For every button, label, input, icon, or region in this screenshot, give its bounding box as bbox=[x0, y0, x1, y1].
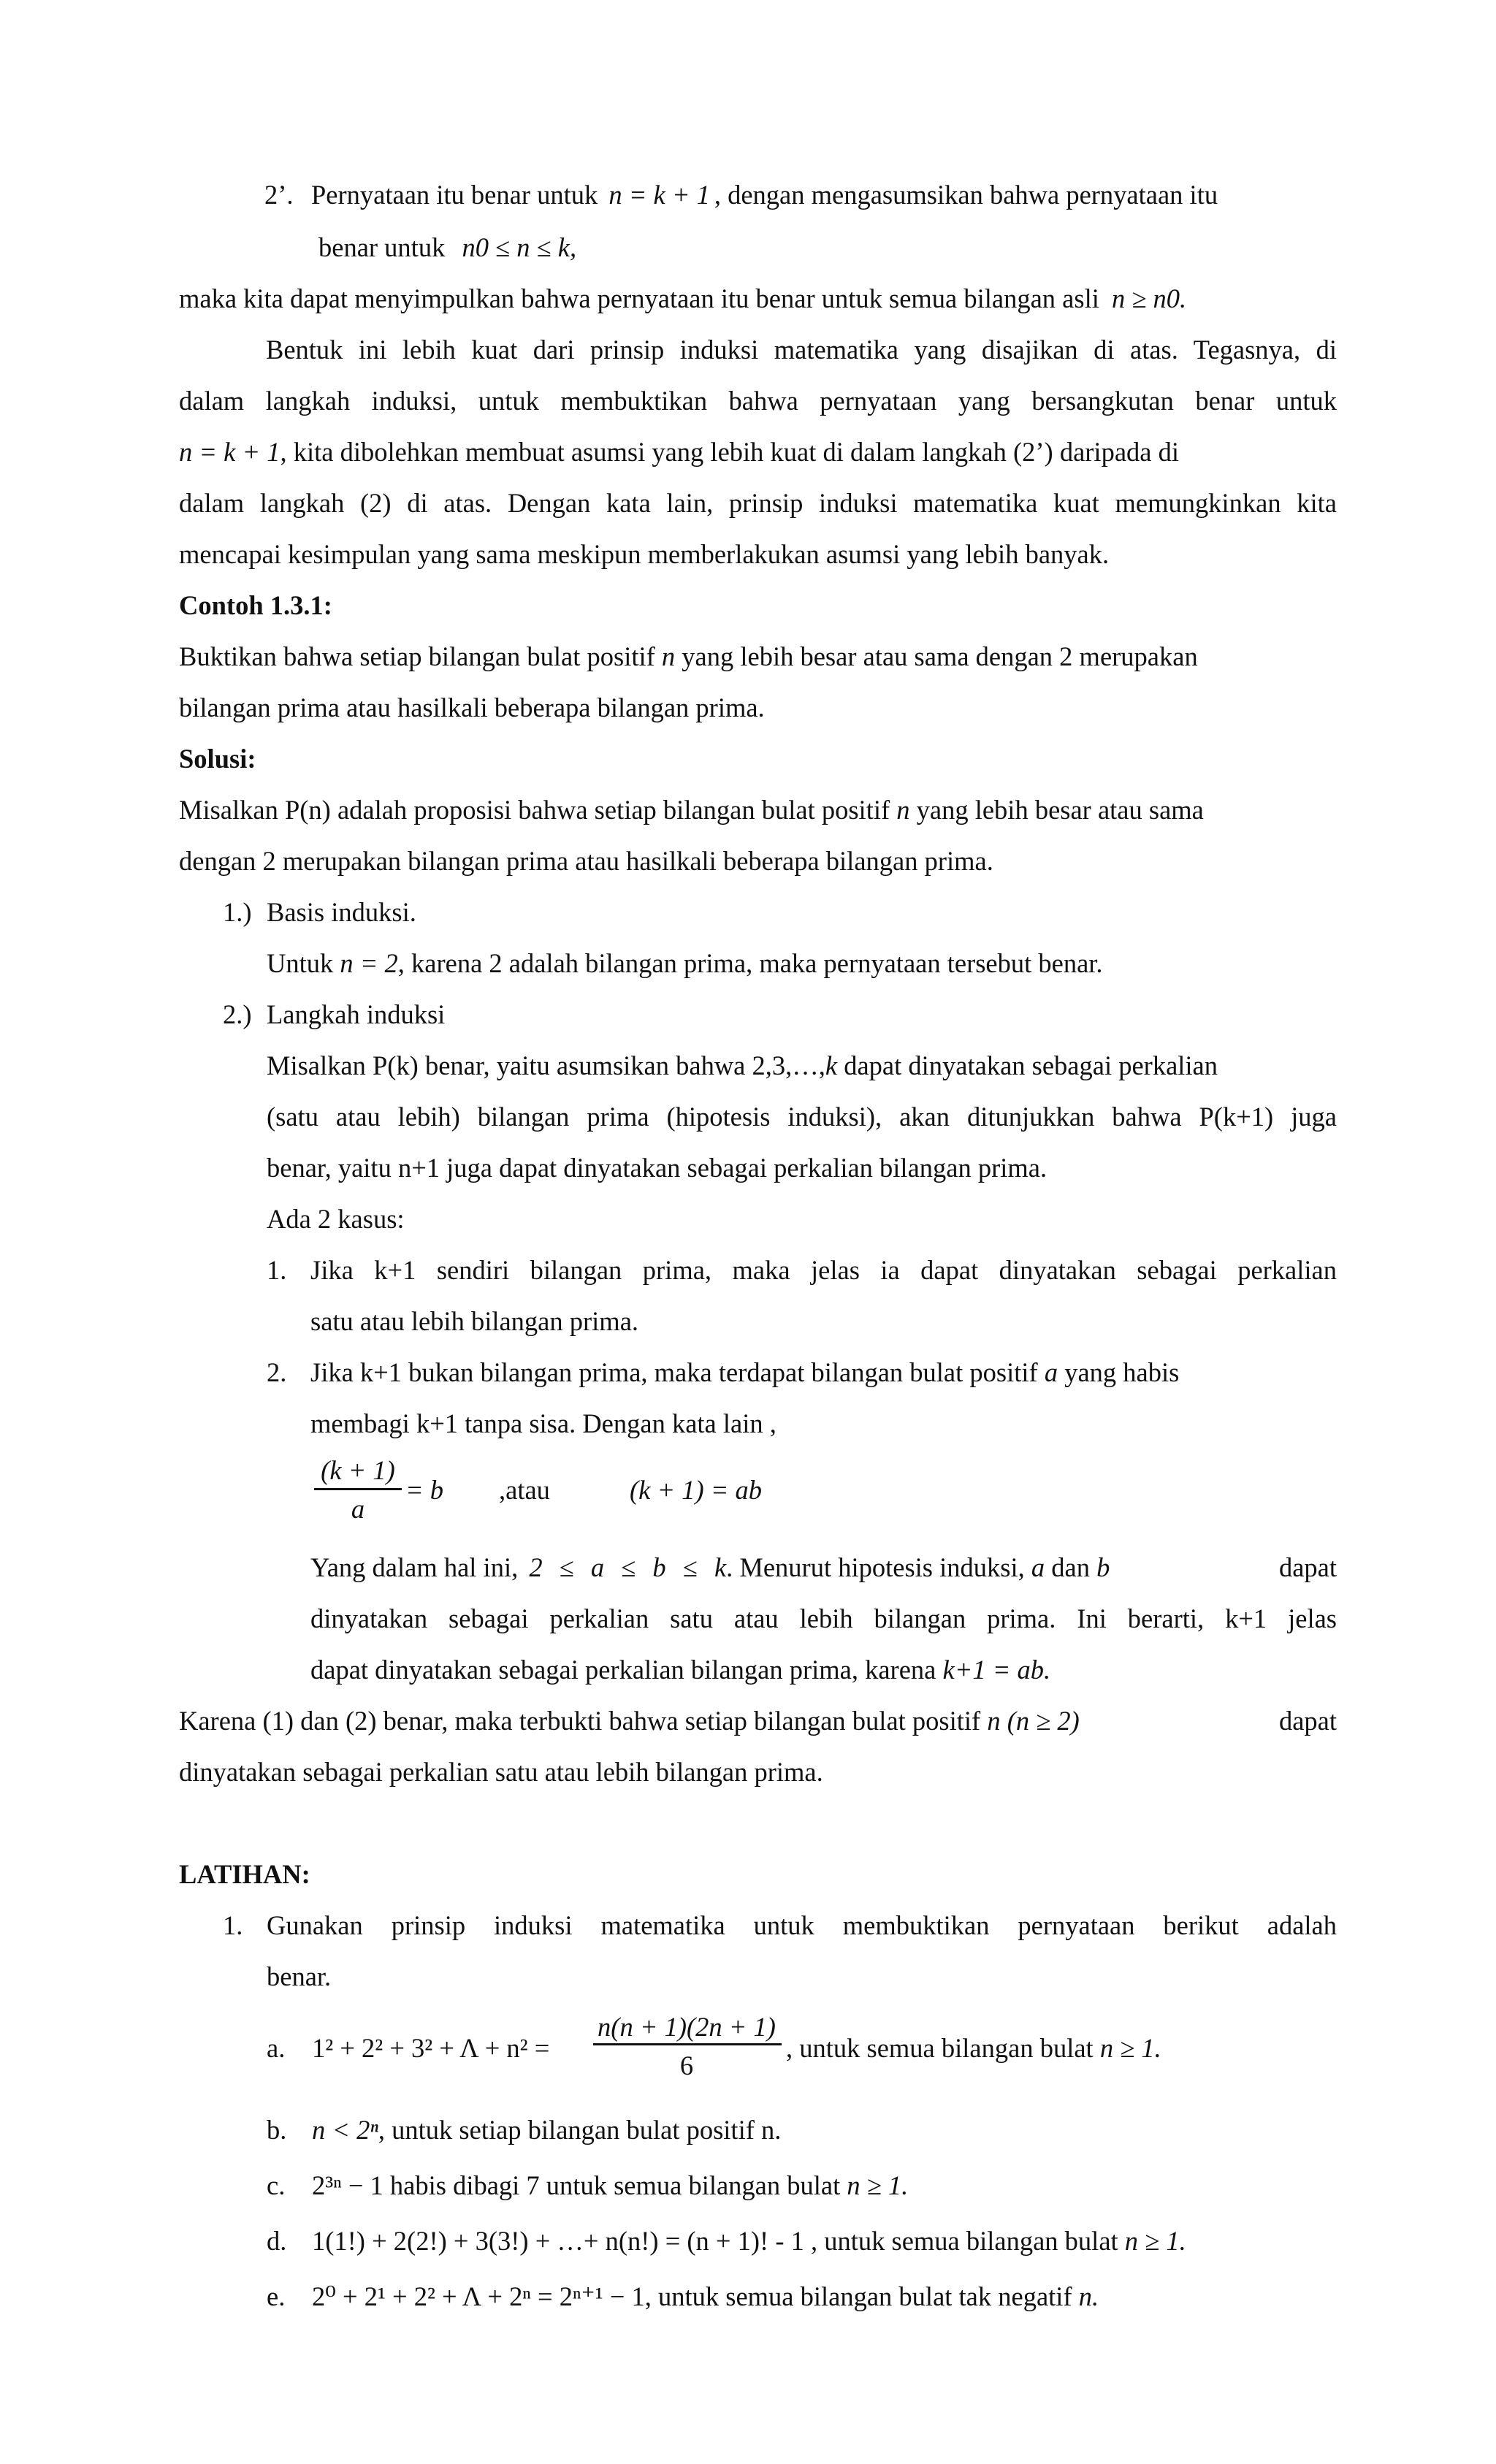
item-a-lhs bbox=[312, 2035, 549, 2062]
basis-label: 1.) bbox=[223, 897, 252, 927]
text: yang lebih besar atau sama bbox=[916, 795, 1204, 825]
para-line-2: dalam langkah induksi, untuk membuktikan bahwa pernyataan yang bersangkutan benar untuk bbox=[179, 386, 1337, 416]
langkah-line-3: benar, yaitu n+1 juga dapat dinyatakan sebagai perkalian bilangan prima. bbox=[267, 1153, 1047, 1183]
para-line-3 bbox=[179, 439, 1337, 466]
para-line-1: Bentuk ini lebih kuat dari prinsip induksi matematika yang disajikan di atas. Tegasnya, di bbox=[266, 335, 1337, 365]
text: 1(1!) + 2(2!) + 3(3!) + …+ n(n!) = (n + 1)! - 1 , untuk semua bilangan bulat bbox=[312, 2226, 1118, 2256]
langkah-title: Langkah induksi bbox=[267, 999, 446, 1029]
langkah-line-2: (satu atau lebih) bilangan prima (hipotesis induksi), akan ditunjukkan bahwa P(k+1) juga bbox=[267, 1102, 1337, 1132]
math-eq-b: = b bbox=[405, 1475, 444, 1505]
para-line-5: mencapai kesimpulan yang sama meskipun memberlakukan asumsi yang lebih banyak. bbox=[179, 539, 1110, 569]
math-a: a bbox=[1044, 1357, 1058, 1387]
item-a-denominator: 6 bbox=[679, 2051, 694, 2080]
item-c-body bbox=[312, 2170, 909, 2200]
math-inequality: 2 ≤ a ≤ b ≤ k bbox=[529, 1552, 727, 1582]
yd-line-1 bbox=[310, 1552, 1337, 1582]
text: dapat bbox=[1278, 1706, 1337, 1736]
eq-fraction-bar bbox=[314, 1488, 402, 1490]
conclusion-line bbox=[179, 283, 1337, 313]
karena-line-2: dinyatakan sebagai perkalian satu atau lebih bilangan prima. bbox=[179, 1757, 823, 1787]
math-n-eq-k1: n = k + 1 bbox=[179, 437, 280, 467]
solusi-line-1 bbox=[179, 797, 1337, 824]
q1-line-1: Gunakan prinsip induksi matematika untuk membuktikan pernyataan berikut adalah bbox=[267, 1910, 1337, 1940]
eq-denominator bbox=[310, 1496, 405, 1523]
text: habis dibagi 7 untuk semua bilangan bulat bbox=[389, 2170, 841, 2200]
q1-label: 1. bbox=[223, 1910, 243, 1940]
math-k1: (k + 1) bbox=[321, 1455, 395, 1485]
step-2prime-label: 2’. bbox=[264, 180, 294, 210]
item-e-label: e. bbox=[267, 2281, 286, 2311]
text: , dengan mengasumsikan bahwa pernyataan itu bbox=[714, 180, 1218, 210]
text: . Menurut hipotesis induksi, bbox=[726, 1552, 1025, 1582]
item-d-body bbox=[312, 2228, 1186, 2255]
math-k: k bbox=[825, 1050, 838, 1080]
item-a-label: a. bbox=[267, 2033, 286, 2063]
text: Yang dalam hal ini, bbox=[310, 1552, 519, 1582]
math-n: n bbox=[661, 641, 676, 671]
text: Jika k+1 bukan bilangan prima, maka terdapat bilangan bulat positif bbox=[310, 1357, 1038, 1387]
text: Buktikan bahwa setiap bilangan bulat positif bbox=[179, 641, 655, 671]
text: yang lebih besar atau sama dengan 2 merupakan bbox=[682, 641, 1198, 671]
math-sum-squares: 1² + 2² + 3² + Λ + n² = bbox=[312, 2033, 550, 2063]
text: dapat dinyatakan sebagai perkalian bilangan prima, karena bbox=[310, 1655, 936, 1685]
eq-second bbox=[630, 1477, 762, 1504]
text: Pernyataan itu benar untuk bbox=[311, 180, 598, 210]
item-b-label: b. bbox=[267, 2115, 287, 2145]
text: benar untuk bbox=[318, 232, 446, 262]
step-2prime-line2 bbox=[318, 234, 576, 262]
solusi-line-2: dengan 2 merupakan bilangan prima atau hasilkali beberapa bilangan prima. bbox=[179, 846, 993, 876]
math-n-lt-2n: n < 2ⁿ bbox=[312, 2115, 378, 2145]
math-b: b bbox=[1096, 1552, 1110, 1582]
text: , kita dibolehkan membuat asumsi yang lebih kuat di dalam langkah (2’) daripada di bbox=[280, 437, 1179, 467]
text: yang habis bbox=[1064, 1357, 1180, 1387]
math-a: a bbox=[1031, 1552, 1045, 1582]
item-b-body bbox=[312, 2117, 781, 2144]
q1-line-2: benar. bbox=[267, 1961, 332, 1991]
langkah-line-1 bbox=[267, 1050, 1337, 1080]
eq-atau: ,atau bbox=[499, 1475, 550, 1505]
text: Misalkan P(k) benar, yaitu asumsikan bahwa 2,3,…, bbox=[267, 1050, 825, 1080]
yd-line-2: dinyatakan sebagai perkalian satu atau lebih bilangan prima. Ini berarti, k+1 jelas bbox=[310, 1603, 1337, 1633]
math-k1-eq-ab: (k + 1) = ab bbox=[630, 1475, 763, 1505]
text: maka kita dapat menyimpulkan bahwa pernyataan itu benar untuk semua bilangan asli bbox=[179, 283, 1099, 313]
para-line-4: dalam langkah (2) di atas. Dengan kata lain, prinsip induksi matematika kuat memungkinkan kita bbox=[179, 488, 1337, 518]
text: , karena 2 adalah bilangan prima, maka pernyataan tersebut benar. bbox=[397, 948, 1103, 978]
text: dan bbox=[1051, 1552, 1090, 1582]
yd-line-3 bbox=[310, 1657, 1050, 1684]
math-numerator: n(n + 1)(2n + 1) bbox=[598, 2012, 776, 2042]
item-a-fraction-bar bbox=[593, 2043, 782, 2045]
text: Untuk bbox=[267, 948, 334, 978]
item-a-tail bbox=[786, 2035, 1161, 2062]
contoh-line-1 bbox=[179, 641, 1337, 671]
item-a-numerator bbox=[588, 2014, 785, 2041]
math-k1-eq-ab: k+1 = ab. bbox=[942, 1655, 1051, 1685]
kasus-line: Ada 2 kasus: bbox=[267, 1204, 405, 1234]
math-n-eq-k1: n = k + 1 bbox=[608, 180, 710, 210]
math-2-3n-minus-1: 2³ⁿ − 1 bbox=[312, 2170, 383, 2200]
case-2-line-2: membagi k+1 tanpa sisa. Dengan kata lain , bbox=[310, 1408, 776, 1438]
item-e-body bbox=[312, 2281, 1099, 2311]
eq-numerator bbox=[310, 1457, 405, 1484]
math-n: n bbox=[896, 795, 910, 825]
text: dapat dinyatakan sebagai perkalian bbox=[837, 1050, 1218, 1080]
basis-body bbox=[267, 950, 1103, 977]
math-n-ge-1: n ≥ 1. bbox=[1099, 2033, 1161, 2063]
solusi-heading: Solusi: bbox=[179, 744, 256, 774]
math-n-ge-1: n ≥ 1. bbox=[1124, 2226, 1186, 2256]
contoh-heading: Contoh 1.3.1: bbox=[179, 590, 332, 620]
math-n-ge-n0: n ≥ n0. bbox=[1111, 283, 1187, 313]
case-1-line-1: Jika k+1 sendiri bilangan prima, maka jelas ia dapat dinyatakan sebagai perkalian bbox=[310, 1255, 1337, 1285]
math-n0-range: n0 ≤ n ≤ k, bbox=[462, 232, 577, 262]
contoh-line-2: bilangan prima atau hasilkali beberapa bilangan prima. bbox=[179, 693, 765, 722]
math-a: a bbox=[351, 1494, 365, 1524]
text: , untuk setiap bilangan bulat positif n. bbox=[378, 2115, 782, 2145]
item-c-label: c. bbox=[267, 2170, 286, 2200]
math-n-ge-1: n ≥ 1. bbox=[847, 2170, 909, 2200]
math-n-eq-2: n = 2 bbox=[340, 948, 398, 978]
latihan-heading: LATIHAN: bbox=[179, 1859, 310, 1889]
math-n-ge-2: n (n ≥ 2) bbox=[987, 1706, 1080, 1736]
text: Misalkan P(n) adalah proposisi bahwa setiap bilangan bulat positif bbox=[179, 795, 890, 825]
karena-line-1 bbox=[179, 1708, 1337, 1735]
case-2-line-1 bbox=[310, 1359, 1337, 1387]
langkah-label: 2.) bbox=[223, 999, 252, 1029]
case-1-label: 1. bbox=[267, 1255, 287, 1285]
text: , untuk semua bilangan bulat tak negatif bbox=[644, 2281, 1072, 2311]
math-geometric-sum: 2⁰ + 2¹ + 2² + Λ + 2ⁿ = 2ⁿ⁺¹ − 1 bbox=[312, 2281, 645, 2311]
step-2prime-line1 bbox=[311, 182, 1337, 209]
case-1-line-2: satu atau lebih bilangan prima. bbox=[310, 1306, 639, 1336]
basis-title: Basis induksi. bbox=[267, 897, 416, 927]
item-d-label: d. bbox=[267, 2226, 287, 2256]
case-2-label: 2. bbox=[267, 1357, 287, 1387]
math-n: n. bbox=[1078, 2281, 1099, 2311]
eq-rhs bbox=[405, 1477, 443, 1504]
text: dapat bbox=[1278, 1552, 1337, 1582]
text: Karena (1) dan (2) benar, maka terbukti bahwa setiap bilangan bulat positif bbox=[179, 1706, 981, 1736]
text: , untuk semua bilangan bulat bbox=[786, 2033, 1094, 2063]
